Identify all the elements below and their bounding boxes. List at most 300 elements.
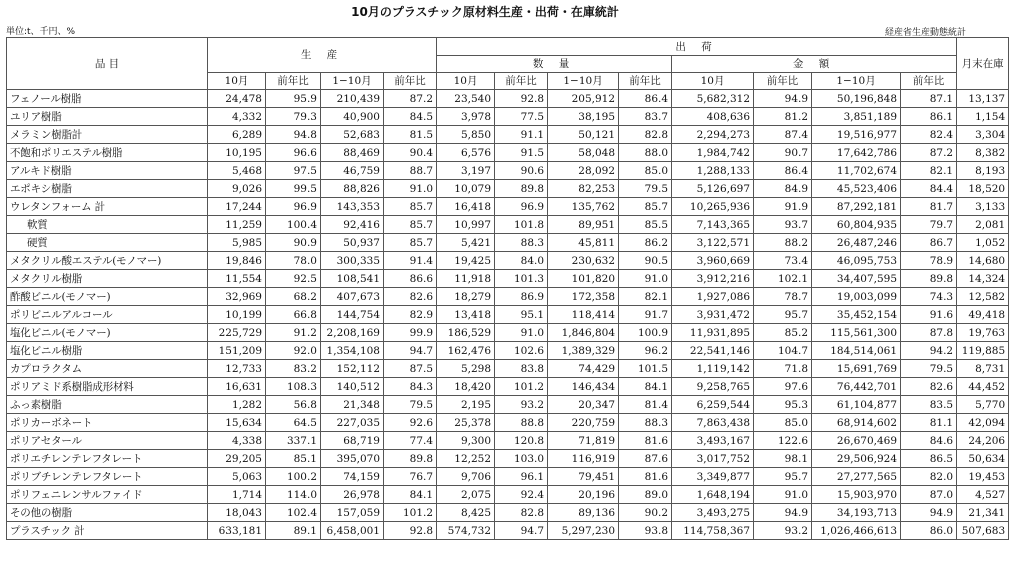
table-cell: 96.9 xyxy=(495,198,548,216)
table-cell: 92.5 xyxy=(266,270,321,288)
table-cell: 20,196 xyxy=(548,486,619,504)
table-cell: 94.9 xyxy=(901,504,957,522)
row-item-name: その他の樹脂 xyxy=(7,504,208,522)
table-cell: 88.7 xyxy=(384,162,437,180)
table-cell: 95.3 xyxy=(754,396,812,414)
row-item-name: 硬質 xyxy=(7,234,208,252)
table-cell: 89.0 xyxy=(619,486,672,504)
table-cell: 18,043 xyxy=(208,504,266,522)
table-cell: 79.3 xyxy=(266,108,321,126)
table-cell: 3,017,752 xyxy=(672,450,754,468)
table-cell: 87,292,181 xyxy=(812,198,901,216)
table-cell: 95.7 xyxy=(754,306,812,324)
table-cell: 100.2 xyxy=(266,468,321,486)
table-cell: 1,389,329 xyxy=(548,342,619,360)
table-cell: 7,143,365 xyxy=(672,216,754,234)
table-cell: 88.8 xyxy=(495,414,548,432)
table-cell: 86.2 xyxy=(619,234,672,252)
table-cell: 91.2 xyxy=(266,324,321,342)
table-cell: 86.5 xyxy=(901,450,957,468)
table-cell: 5,682,312 xyxy=(672,90,754,108)
table-cell: 87.1 xyxy=(901,90,957,108)
table-cell: 97.6 xyxy=(754,378,812,396)
table-cell: 3,931,472 xyxy=(672,306,754,324)
table-row xyxy=(7,522,1009,540)
table-cell: 81.6 xyxy=(619,432,672,450)
table-cell: 5,063 xyxy=(208,468,266,486)
table-row xyxy=(7,450,1009,468)
table-cell: 84.5 xyxy=(384,108,437,126)
table-cell: 3,122,571 xyxy=(672,234,754,252)
table-cell: 19,763 xyxy=(957,324,1009,342)
table-cell: 94.2 xyxy=(901,342,957,360)
table-cell: 2,294,273 xyxy=(672,126,754,144)
table-cell: 91.9 xyxy=(754,198,812,216)
table-row xyxy=(7,252,1009,270)
table-cell: 82.6 xyxy=(384,288,437,306)
table-cell: 84.0 xyxy=(495,252,548,270)
table-body xyxy=(7,90,1009,540)
table-cell: 101.2 xyxy=(384,504,437,522)
table-cell: 9,026 xyxy=(208,180,266,198)
table-cell: 19,003,099 xyxy=(812,288,901,306)
table-cell: 68.2 xyxy=(266,288,321,306)
table-cell: 74.3 xyxy=(901,288,957,306)
col-header: 前年比 xyxy=(495,73,548,90)
table-cell: 210,439 xyxy=(321,90,384,108)
table-cell: 114,758,367 xyxy=(672,522,754,540)
row-item-name: カプロラクタム xyxy=(7,360,208,378)
table-cell: 14,680 xyxy=(957,252,1009,270)
table-cell: 172,358 xyxy=(548,288,619,306)
table-cell: 3,493,275 xyxy=(672,504,754,522)
table-cell: 88,826 xyxy=(321,180,384,198)
row-item-name: 不飽和ポリエステル樹脂 xyxy=(7,144,208,162)
table-cell: 140,512 xyxy=(321,378,384,396)
table-cell: 122.6 xyxy=(754,432,812,450)
table-cell: 91.1 xyxy=(495,126,548,144)
table-cell: 45,811 xyxy=(548,234,619,252)
table-cell: 29,205 xyxy=(208,450,266,468)
table-cell: 91.6 xyxy=(901,306,957,324)
table-cell: 6,458,001 xyxy=(321,522,384,540)
table-cell: 90.7 xyxy=(754,144,812,162)
table-row xyxy=(7,468,1009,486)
col-header: 10月 xyxy=(208,73,266,90)
table-cell: 300,335 xyxy=(321,252,384,270)
unit-note: 単位:t、千円、% xyxy=(6,27,76,37)
table-cell: 96.1 xyxy=(495,468,548,486)
table-cell: 104.7 xyxy=(754,342,812,360)
table-cell: 50,937 xyxy=(321,234,384,252)
table-cell: 95.7 xyxy=(754,468,812,486)
table-cell: 19,453 xyxy=(957,468,1009,486)
table-cell: 79.5 xyxy=(619,180,672,198)
table-cell: 8,193 xyxy=(957,162,1009,180)
table-cell: 227,035 xyxy=(321,414,384,432)
header-inventory: 月末在庫 xyxy=(957,38,1009,90)
table-cell: 6,259,544 xyxy=(672,396,754,414)
table-cell: 6,289 xyxy=(208,126,266,144)
table-cell: 95.1 xyxy=(495,306,548,324)
table-cell: 82.6 xyxy=(901,378,957,396)
table-cell: 92.8 xyxy=(384,522,437,540)
col-header: 前年比 xyxy=(754,73,812,90)
table-cell: 102.4 xyxy=(266,504,321,522)
table-row xyxy=(7,378,1009,396)
table-cell: 85.7 xyxy=(619,198,672,216)
table-row xyxy=(7,108,1009,126)
table-cell: 83.8 xyxy=(495,360,548,378)
table-cell: 58,048 xyxy=(548,144,619,162)
table-cell: 152,112 xyxy=(321,360,384,378)
table-cell: 19,425 xyxy=(437,252,495,270)
col-header: 10月 xyxy=(672,73,754,90)
table-row xyxy=(7,414,1009,432)
table-cell: 50,196,848 xyxy=(812,90,901,108)
table-cell: 50,121 xyxy=(548,126,619,144)
row-item-name: ユリア樹脂 xyxy=(7,108,208,126)
table-cell: 82.1 xyxy=(901,162,957,180)
table-cell: 96.9 xyxy=(266,198,321,216)
table-cell: 76,442,701 xyxy=(812,378,901,396)
table-cell: 42,094 xyxy=(957,414,1009,432)
row-item-name: ポリエチレンテレフタレート xyxy=(7,450,208,468)
table-cell: 86.4 xyxy=(619,90,672,108)
table-cell: 408,636 xyxy=(672,108,754,126)
table-cell: 10,195 xyxy=(208,144,266,162)
table-cell: 83.7 xyxy=(619,108,672,126)
table-cell: 94.8 xyxy=(266,126,321,144)
table-cell: 89,951 xyxy=(548,216,619,234)
col-header: 前年比 xyxy=(384,73,437,90)
table-cell: 66.8 xyxy=(266,306,321,324)
table-cell: 507,683 xyxy=(957,522,1009,540)
table-cell: 91.5 xyxy=(495,144,548,162)
table-cell: 89.8 xyxy=(384,450,437,468)
table-cell: 78.7 xyxy=(754,288,812,306)
row-item-name: ふっ素樹脂 xyxy=(7,396,208,414)
table-cell: 85.7 xyxy=(384,216,437,234)
table-cell: 3,493,167 xyxy=(672,432,754,450)
table-cell: 18,279 xyxy=(437,288,495,306)
table-cell: 90.2 xyxy=(619,504,672,522)
table-cell: 87.6 xyxy=(619,450,672,468)
table-cell: 8,731 xyxy=(957,360,1009,378)
table-cell: 34,407,595 xyxy=(812,270,901,288)
table-cell: 94.7 xyxy=(495,522,548,540)
row-item-name: ポリビニルアルコール xyxy=(7,306,208,324)
table-cell: 82.8 xyxy=(495,504,548,522)
table-cell: 29,506,924 xyxy=(812,450,901,468)
table-row xyxy=(7,306,1009,324)
table-row xyxy=(7,216,1009,234)
col-header: 1−10月 xyxy=(812,73,901,90)
table-cell: 74,429 xyxy=(548,360,619,378)
row-item-name: ポリアセタール xyxy=(7,432,208,450)
table-cell: 85.7 xyxy=(384,198,437,216)
table-cell: 35,452,154 xyxy=(812,306,901,324)
row-item-name: 酢酸ビニル(モノマー) xyxy=(7,288,208,306)
table-cell: 91.0 xyxy=(495,324,548,342)
table-cell: 1,354,108 xyxy=(321,342,384,360)
table-cell: 82.4 xyxy=(901,126,957,144)
table-cell: 92.0 xyxy=(266,342,321,360)
table-cell: 15,691,769 xyxy=(812,360,901,378)
table-cell: 18,520 xyxy=(957,180,1009,198)
table-cell: 22,541,146 xyxy=(672,342,754,360)
table-cell: 40,900 xyxy=(321,108,384,126)
table-cell: 108,541 xyxy=(321,270,384,288)
source-note: 経産省生産動態統計 xyxy=(884,28,966,38)
table-cell: 88.0 xyxy=(619,144,672,162)
table-cell: 1,282 xyxy=(208,396,266,414)
table-cell: 101.8 xyxy=(495,216,548,234)
table-cell: 85.7 xyxy=(384,234,437,252)
table-cell: 102.6 xyxy=(495,342,548,360)
table-cell: 77.4 xyxy=(384,432,437,450)
table-cell: 225,729 xyxy=(208,324,266,342)
table-cell: 3,304 xyxy=(957,126,1009,144)
row-item-name: ポリカーボネート xyxy=(7,414,208,432)
table-cell: 96.2 xyxy=(619,342,672,360)
table-row xyxy=(7,504,1009,522)
table-cell: 101.5 xyxy=(619,360,672,378)
table-cell: 118,414 xyxy=(548,306,619,324)
table-cell: 119,885 xyxy=(957,342,1009,360)
table-cell: 12,733 xyxy=(208,360,266,378)
table-cell: 84.3 xyxy=(384,378,437,396)
table-cell: 2,075 xyxy=(437,486,495,504)
table-cell: 574,732 xyxy=(437,522,495,540)
table-cell: 93.7 xyxy=(754,216,812,234)
table-cell: 10,997 xyxy=(437,216,495,234)
table-cell: 26,670,469 xyxy=(812,432,901,450)
row-item-name: フェノール樹脂 xyxy=(7,90,208,108)
table-cell: 94.9 xyxy=(754,504,812,522)
table-cell: 87.2 xyxy=(901,144,957,162)
table-cell: 94.7 xyxy=(384,342,437,360)
table-cell: 13,137 xyxy=(957,90,1009,108)
table-cell: 205,912 xyxy=(548,90,619,108)
table-cell: 12,582 xyxy=(957,288,1009,306)
table-cell: 2,195 xyxy=(437,396,495,414)
table-cell: 26,487,246 xyxy=(812,234,901,252)
table-cell: 395,070 xyxy=(321,450,384,468)
table-cell: 15,903,970 xyxy=(812,486,901,504)
table-cell: 83.5 xyxy=(901,396,957,414)
table-cell: 27,277,565 xyxy=(812,468,901,486)
table-cell: 8,382 xyxy=(957,144,1009,162)
table-row xyxy=(7,198,1009,216)
table-cell: 81.5 xyxy=(384,126,437,144)
table-cell: 91.7 xyxy=(619,306,672,324)
table-cell: 120.8 xyxy=(495,432,548,450)
table-cell: 19,516,977 xyxy=(812,126,901,144)
table-cell: 78.9 xyxy=(901,252,957,270)
table-cell: 52,683 xyxy=(321,126,384,144)
table-cell: 10,199 xyxy=(208,306,266,324)
table-cell: 162,476 xyxy=(437,342,495,360)
table-cell: 1,984,742 xyxy=(672,144,754,162)
table-cell: 5,770 xyxy=(957,396,1009,414)
table-cell: 86.0 xyxy=(901,522,957,540)
table-cell: 89,136 xyxy=(548,504,619,522)
table-cell: 79.7 xyxy=(901,216,957,234)
row-item-name: メタクリル樹脂 xyxy=(7,270,208,288)
col-header: 1−10月 xyxy=(548,73,619,90)
table-cell: 78.0 xyxy=(266,252,321,270)
table-cell: 88.2 xyxy=(754,234,812,252)
row-item-name: メタクリル酸エステル(モノマー) xyxy=(7,252,208,270)
table-cell: 85.0 xyxy=(754,414,812,432)
table-cell: 157,059 xyxy=(321,504,384,522)
table-cell: 11,702,674 xyxy=(812,162,901,180)
table-cell: 46,759 xyxy=(321,162,384,180)
table-cell: 86.4 xyxy=(754,162,812,180)
table-cell: 5,297,230 xyxy=(548,522,619,540)
table-cell: 81.2 xyxy=(754,108,812,126)
table-cell: 15,634 xyxy=(208,414,266,432)
row-item-name: 塩化ビニル(モノマー) xyxy=(7,324,208,342)
table-cell: 19,846 xyxy=(208,252,266,270)
table-cell: 49,418 xyxy=(957,306,1009,324)
table-cell: 56.8 xyxy=(266,396,321,414)
table-cell: 64.5 xyxy=(266,414,321,432)
table-cell: 114.0 xyxy=(266,486,321,504)
table-cell: 34,193,713 xyxy=(812,504,901,522)
table-cell: 108.3 xyxy=(266,378,321,396)
table-cell: 87.2 xyxy=(384,90,437,108)
table-cell: 28,092 xyxy=(548,162,619,180)
table-cell: 4,527 xyxy=(957,486,1009,504)
table-cell: 38,195 xyxy=(548,108,619,126)
row-item-name: メラミン樹脂計 xyxy=(7,126,208,144)
table-cell: 407,673 xyxy=(321,288,384,306)
table-cell: 8,425 xyxy=(437,504,495,522)
table-cell: 90.6 xyxy=(495,162,548,180)
table-cell: 12,252 xyxy=(437,450,495,468)
table-cell: 18,420 xyxy=(437,378,495,396)
table-row xyxy=(7,126,1009,144)
table-cell: 46,095,753 xyxy=(812,252,901,270)
table-cell: 86.6 xyxy=(384,270,437,288)
table-cell: 60,804,935 xyxy=(812,216,901,234)
table-cell: 17,244 xyxy=(208,198,266,216)
table-row xyxy=(7,162,1009,180)
table-cell: 135,762 xyxy=(548,198,619,216)
table-cell: 92.6 xyxy=(384,414,437,432)
table-cell: 87.8 xyxy=(901,324,957,342)
row-item-name: 塩化ビニル樹脂 xyxy=(7,342,208,360)
table-cell: 146,434 xyxy=(548,378,619,396)
table-cell: 5,850 xyxy=(437,126,495,144)
table-cell: 95.9 xyxy=(266,90,321,108)
table-cell: 91.0 xyxy=(384,180,437,198)
table-cell: 101,820 xyxy=(548,270,619,288)
col-header: 前年比 xyxy=(266,73,321,90)
table-cell: 16,418 xyxy=(437,198,495,216)
table-cell: 84.1 xyxy=(384,486,437,504)
header-production: 生 産 xyxy=(208,38,437,73)
table-cell: 44,452 xyxy=(957,378,1009,396)
header-amount: 金 額 xyxy=(672,56,957,73)
table-cell: 3,349,877 xyxy=(672,468,754,486)
table-cell: 84.4 xyxy=(901,180,957,198)
col-header: 前年比 xyxy=(901,73,957,90)
table-cell: 85.2 xyxy=(754,324,812,342)
table-cell: 87.5 xyxy=(384,360,437,378)
table-cell: 1,846,804 xyxy=(548,324,619,342)
table-cell: 20,347 xyxy=(548,396,619,414)
table-cell: 3,978 xyxy=(437,108,495,126)
table-cell: 88.3 xyxy=(495,234,548,252)
table-cell: 82.8 xyxy=(619,126,672,144)
table-cell: 9,258,765 xyxy=(672,378,754,396)
table-cell: 68,719 xyxy=(321,432,384,450)
row-item-name: プラスチック 計 xyxy=(7,522,208,540)
table-cell: 186,529 xyxy=(437,324,495,342)
table-cell: 103.0 xyxy=(495,450,548,468)
table-cell: 9,706 xyxy=(437,468,495,486)
header-shipment: 出 荷 xyxy=(437,38,957,56)
table-cell: 87.4 xyxy=(754,126,812,144)
table-cell: 90.9 xyxy=(266,234,321,252)
table-cell: 79,451 xyxy=(548,468,619,486)
table-cell: 81.6 xyxy=(619,468,672,486)
table-row xyxy=(7,342,1009,360)
table-cell: 91.0 xyxy=(619,270,672,288)
table-cell: 86.1 xyxy=(901,108,957,126)
table-cell: 2,081 xyxy=(957,216,1009,234)
table-cell: 81.7 xyxy=(901,198,957,216)
table-cell: 82.1 xyxy=(619,288,672,306)
table-cell: 91.4 xyxy=(384,252,437,270)
table-cell: 100.4 xyxy=(266,216,321,234)
table-cell: 90.4 xyxy=(384,144,437,162)
table-cell: 89.8 xyxy=(901,270,957,288)
table-cell: 71.8 xyxy=(754,360,812,378)
statistics-table xyxy=(6,37,1009,540)
table-cell: 5,985 xyxy=(208,234,266,252)
table-cell: 10,079 xyxy=(437,180,495,198)
table-cell: 23,540 xyxy=(437,90,495,108)
table-cell: 3,960,669 xyxy=(672,252,754,270)
row-item-name: エポキシ樹脂 xyxy=(7,180,208,198)
table-cell: 13,418 xyxy=(437,306,495,324)
table-cell: 88.3 xyxy=(619,414,672,432)
table-cell: 81.4 xyxy=(619,396,672,414)
table-cell: 85.0 xyxy=(619,162,672,180)
table-cell: 2,208,169 xyxy=(321,324,384,342)
table-cell: 93.8 xyxy=(619,522,672,540)
table-cell: 3,133 xyxy=(957,198,1009,216)
header-item: 品 目 xyxy=(7,38,208,90)
table-cell: 17,642,786 xyxy=(812,144,901,162)
table-cell: 101.3 xyxy=(495,270,548,288)
table-row xyxy=(7,234,1009,252)
table-cell: 5,468 xyxy=(208,162,266,180)
row-item-name: ポリブチレンテレフタレート xyxy=(7,468,208,486)
table-cell: 220,759 xyxy=(548,414,619,432)
table-cell: 230,632 xyxy=(548,252,619,270)
table-cell: 99.5 xyxy=(266,180,321,198)
table-cell: 92.4 xyxy=(495,486,548,504)
row-item-name: アルキド樹脂 xyxy=(7,162,208,180)
table-cell: 90.5 xyxy=(619,252,672,270)
row-item-name: ポリアミド系樹脂成形材料 xyxy=(7,378,208,396)
table-cell: 1,026,466,613 xyxy=(812,522,901,540)
